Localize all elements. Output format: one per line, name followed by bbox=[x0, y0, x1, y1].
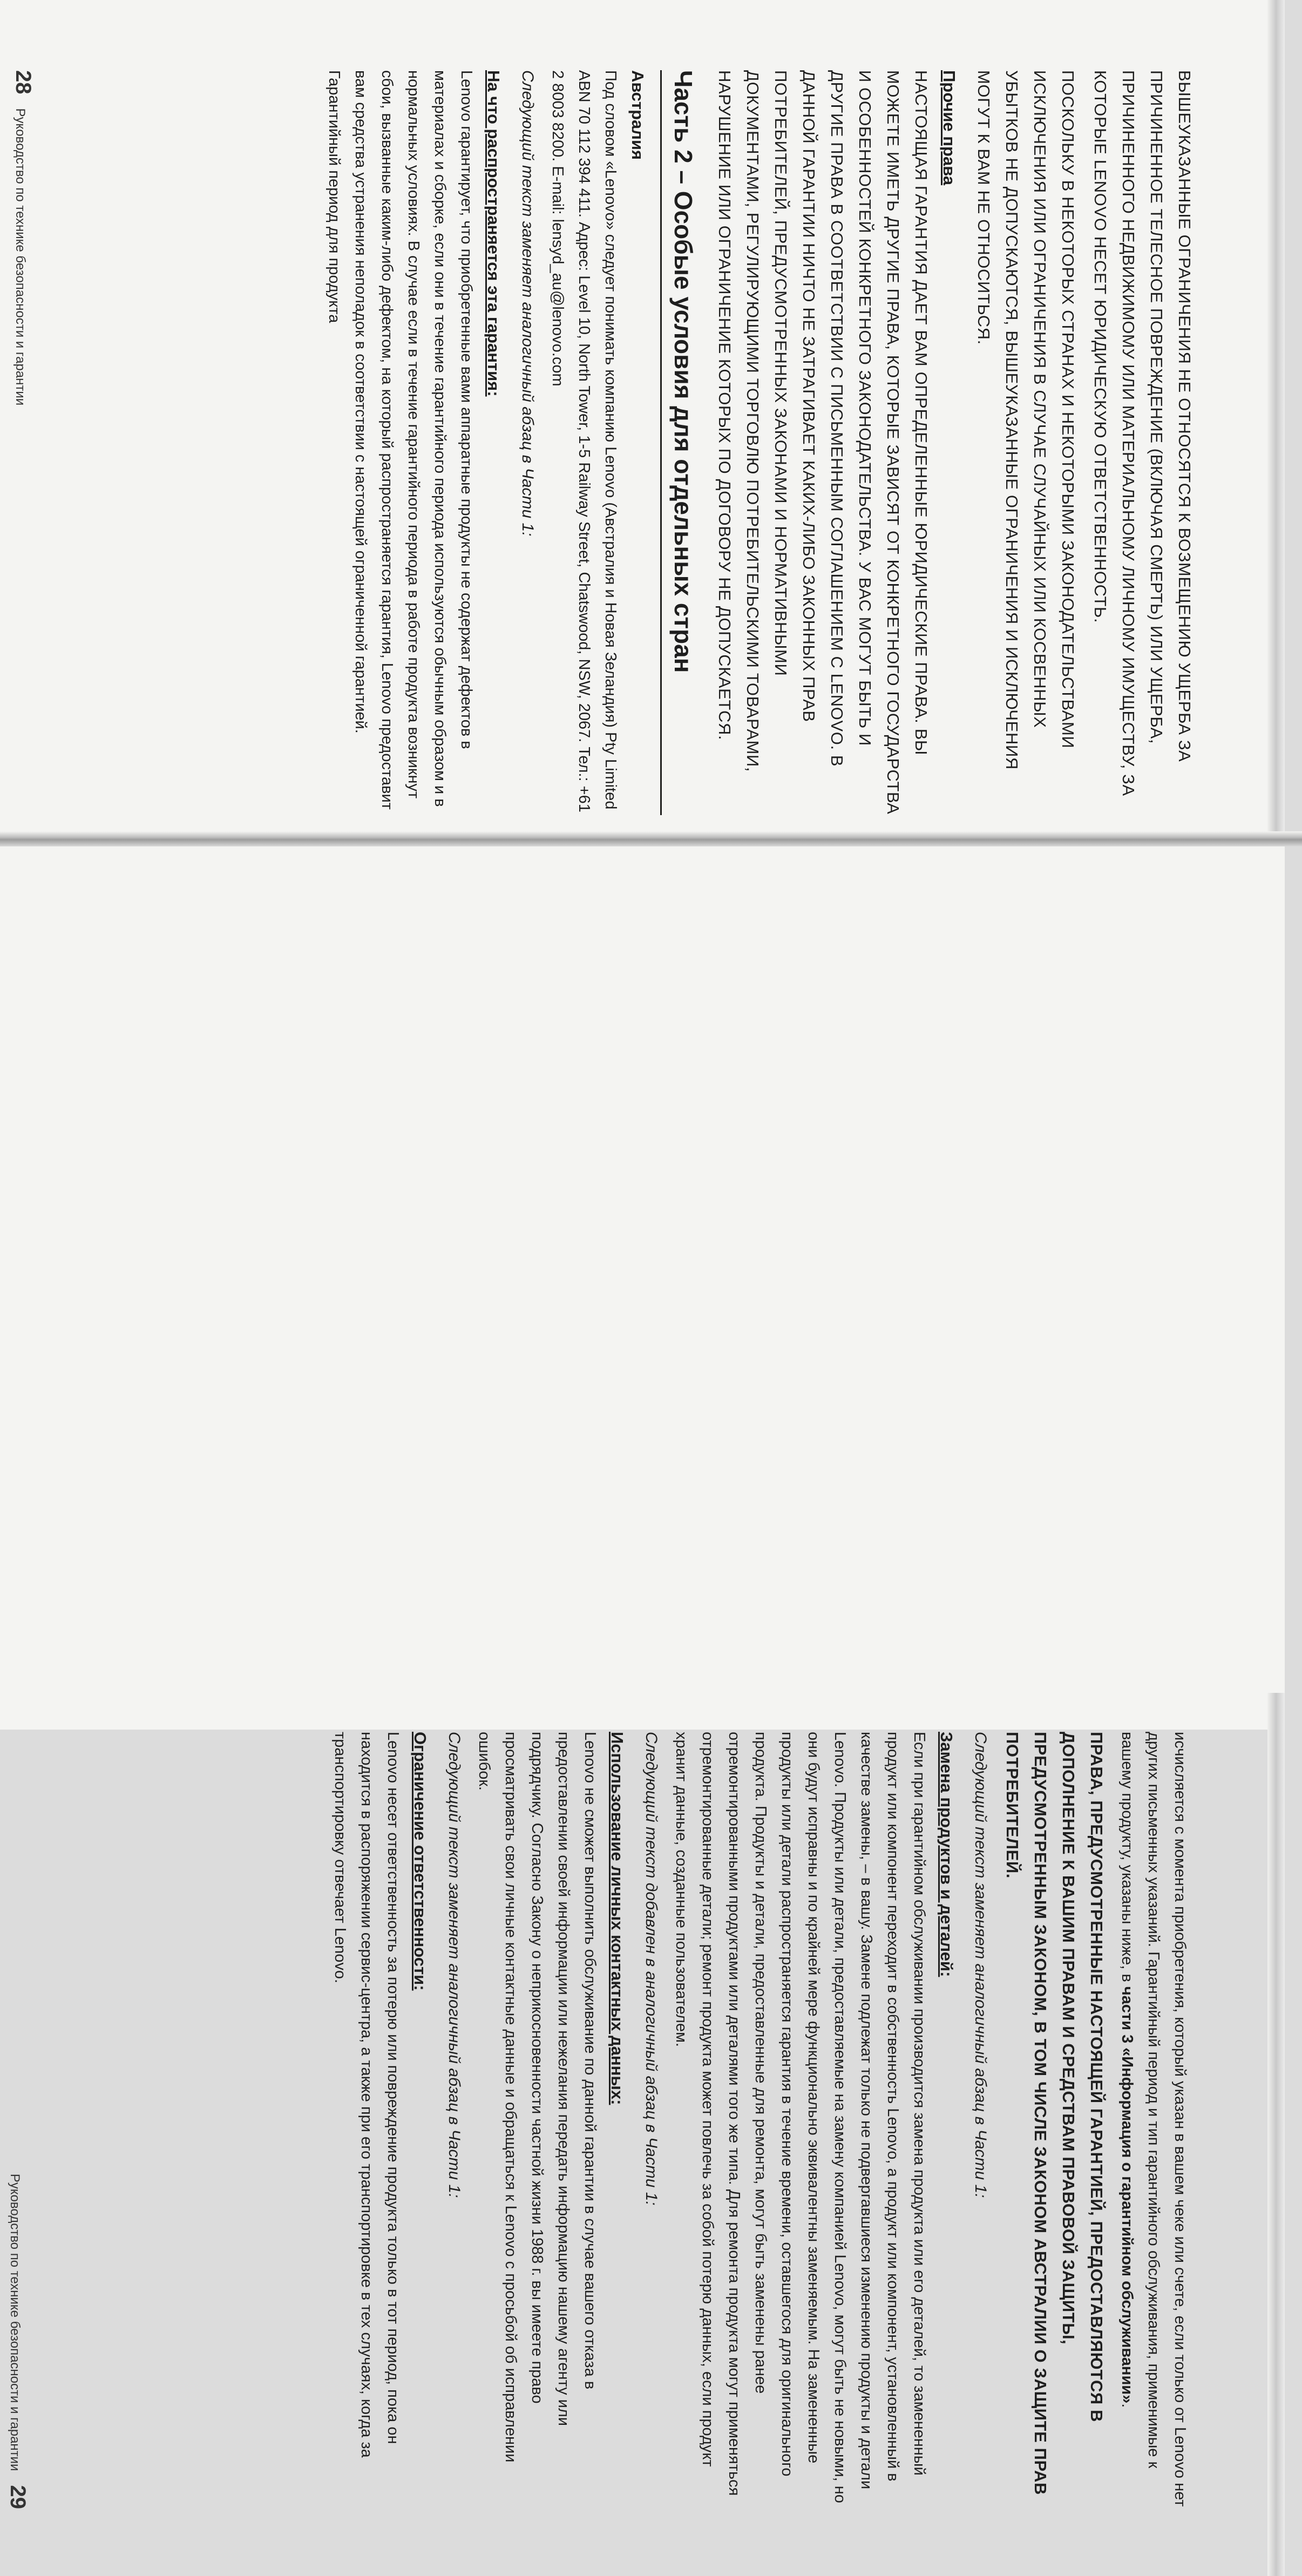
italic-note-1: Следующий текст заменяет аналогичный абзац в Части 1: bbox=[519, 70, 537, 537]
warranty-period-text bbox=[1114, 1732, 1193, 2509]
footer-title-left: Руководство по технике безопасности и гарантии bbox=[13, 108, 28, 406]
replacement-heading: Замена продуктов и деталей: bbox=[937, 1732, 956, 1977]
liability-text: Lenovo несет ответственность за потерю или повреждение продукта только в тот период, пока он находится в распоряжении сервис-центра, а также при его транспортировке в тех случаях, когда за транспортировку отвечает Lenovo. bbox=[331, 1732, 402, 2458]
left-page-content bbox=[11, 70, 1198, 815]
page-edge bbox=[1267, 0, 1285, 831]
left-page-footer bbox=[11, 70, 35, 815]
coverage-text: Lenovo гарантирует, что приобретенные вами аппаратные продукты не содержат дефектов в материалах и сборке, если они в течение гарантийного периода используются обычным образом и в нормальных условиях. В случае если в течение гарантийного периода в работе продукта возникнут сбои, вызванные каким-либо дефектом, на который распространяется гарантия, Lenovo предоставит вам средства устранения неполадок в соответствии с настоящей ограниченной гарантией. Гарантийный период для продукта bbox=[326, 70, 475, 810]
warranty-period-start: исчисляется с момента приобретения, который указан в вашем чеке или счете, если только от Lenovo нет других письменных указаний. Гарантийный период и тип гарантийного обслуживания, применимые к вашему продукту, указаны ниже, в bbox=[1118, 1732, 1189, 2507]
personal-data-heading: Использование личных контактных данных: bbox=[608, 1732, 627, 2105]
right-page-content bbox=[5, 1732, 1193, 2509]
other-rights-caps: НАСТОЯЩАЯ ГАРАНТИЯ ДАЕТ ВАМ ОПРЕДЕЛЕННЫЕ ЮРИДИЧЕСКИЕ ПРАВА. ВЫ МОЖЕТЕ ИМЕТЬ ДРУГИЕ ПРАВА, КОТОРЫЕ ЗАВИСЯТ ОТ КОНКРЕТНОГО ГОСУДАРСТВА И ОСОБЕННОСТЕЙ КОНКРЕТНОГО ЗАКОНОДАТЕЛЬСТВА. У ВАС МОГУТ БЫТЬ И ДРУГИЕ ПРАВА В СООТВЕТСТВИИ С ПИСЬМЕННЫМ СОГЛАШЕНИЕМ С LENOVO. В ДАННОЙ ГАРАНТИИ НИЧТО НЕ ЗАТРАГИВАЕТ КАКИХ-ЛИБО ЗАКОННЫХ ПРАВ ПОТРЕБИТЕЛЕЙ, ПРЕДУСМОТРЕННЫХ ЗАКОНАМИ И НОРМАТИВНЫМИ ДОКУМЕНТАМИ, РЕГУЛИРУЮЩИМИ ТОРГОВЛЮ ПОТРЕБИТЕЛЬСКИМИ ТОВАРАМИ, НАРУШЕНИЕ ИЛИ ОГРАНИЧЕНИЕ КОТОРЫХ ПО ДОГОВОРУ НЕ ДОПУСКАЕТСЯ. bbox=[715, 70, 931, 815]
replacement-text: Если при гарантийном обслуживании производится замена продукта или его деталей, то замененный продукт или компонент переходит в собственность Lenovo, а продукт или компонент, установленный в качестве замены, – в вашу. Замене подлежат только не подвергавшиеся изменению продукты и детали Lenovo. Продукты или детали, предоставляемые на замену компанией Lenovo, могут быть не новыми, но они будут исправны и по крайней мере функционально эквивалентны заменяемым. На замененные продукты или детали распространяется гарантия в течение времени, оставшегося для оригинального продукта. Продукты и детали, предоставленные для ремонта, могут быть заменены ранее отремонтированными продуктами или деталями того же типа. Для ремонта продукта могут применяться отремонтированные детали; ремонт продукта может повлечь за собой потерю данных, если продукт хранит данные, созданные пользователем. bbox=[673, 1732, 928, 2503]
australia-text: Под словом «Lenovo» следует понимать компанию Lenovo (Австралия и Новая Зеландия) Pty Limited ABN 70 112 394 411. Адрес: Level 10, North Tower, 1-5 Railway Street, Chatswood, NSW, 2067. Тел.: +61 2 8003 8200. E-mail: lensyd_au@lenovo.com bbox=[549, 70, 619, 812]
footer-title-right: Руководство по технике безопасности и гарантии bbox=[8, 2173, 22, 2471]
disclaimer-caps-2: ПОСКОЛЬКУ В НЕКОТОРЫХ СТРАНАХ И НЕКОТОРЫМИ ЗАКОНОДАТЕЛЬСТВАМИ ИСКЛЮЧЕНИЯ ИЛИ ОГРАНИЧЕНИЯ В СЛУЧАЕ СЛУЧАЙНЫХ ИЛИ КОСВЕННЫХ УБЫТКОВ НЕ ДОПУСКАЮТСЯ, ВЫШЕУКАЗАННЫЕ ОГРАНИЧЕНИЯ И ИСКЛЮЧЕНИЯ МОГУТ К ВАМ НЕ ОТНОСИТЬСЯ. bbox=[974, 70, 1077, 770]
disclaimer-caps-1: ВЫШЕУКАЗАННЫЕ ОГРАНИЧЕНИЯ НЕ ОТНОСЯТСЯ К ВОЗМЕЩЕНИЮ УЩЕРБА ЗА ПРИЧИНЕННОЕ ТЕЛЕСНОЕ ПОВРЕЖДЕНИЕ (ВКЛЮЧАЯ СМЕРТЬ) ИЛИ УЩЕРБА, ПРИЧИНЕННОГО НЕДВИЖИМОМУ ИЛИ МАТЕРИАЛЬНОМУ ЛИЧНОМУ ИМУЩЕСТВУ, ЗА КОТОРЫЕ LENOVO НЕСЕТ ЮРИДИЧЕСКУЮ ОТВЕТСТВЕННОСТЬ. bbox=[1091, 70, 1194, 796]
part2-heading: Часть 2 – Особые условия для отдельных стран bbox=[660, 70, 700, 815]
left-page-scan bbox=[0, 0, 1285, 831]
page-number-28: 28 bbox=[11, 70, 35, 94]
warranty-part3-ref: части 3 «Информация о гарантийном обслуживании» bbox=[1118, 1986, 1136, 2404]
page-edge bbox=[1267, 1693, 1285, 2576]
coverage-heading: На что распространяется эта гарантия: bbox=[484, 70, 503, 397]
australia-heading: Австралия bbox=[628, 70, 647, 160]
liability-heading: Ограничение ответственности: bbox=[411, 1732, 430, 1991]
personal-data-text: Lenovo не сможет выполнить обслуживание по данной гарантии в случае вашего отказа в предоставлении своей информации или нежелания передать информацию нашему агенту или подрядчику. Согласно Закону о неприкосновенности частной жизни 1988 г. вы имеете право просматривать свои личные контактные данные и обращаться к Lenovo с просьбой об исправлении ошибок. bbox=[476, 1732, 599, 2463]
italic-note-3: Следующий текст добавлен в аналогичный абзац в Части 1: bbox=[642, 1732, 660, 2206]
consumer-law-caps: ПРАВА, ПРЕДУСМОТРЕННЫЕ НАСТОЯЩЕЙ ГАРАНТИЕЙ, ПРЕДОСТАВЛЯЮТСЯ В ДОПОЛНЕНИЕ К ВАШИМ ПРАВАМ И СРЕДСТВАМ ПРАВОВОЙ ЗАЩИТЫ, ПРЕДУСМОТРЕННЫМ ЗАКОНОМ, В ТОМ ЧИСЛЕ ЗАКОНОМ АВСТРАЛИИ О ЗАЩИТЕ ПРАВ ПОТРЕБИТЕЛЕЙ. bbox=[1003, 1732, 1106, 2495]
italic-note-4: Следующий текст заменяет аналогичный абзац в Части 1: bbox=[445, 1732, 463, 2198]
right-page-scan bbox=[0, 846, 1285, 2509]
other-rights-heading: Прочие права bbox=[940, 70, 959, 186]
right-page-footer bbox=[5, 1732, 30, 2509]
warranty-period-end: . bbox=[1118, 2403, 1136, 2408]
italic-note-2: Следующий текст заменяет аналогичный абзац в Части 1: bbox=[972, 1732, 989, 2198]
book-spine bbox=[0, 831, 1302, 846]
page-number-29: 29 bbox=[6, 2485, 30, 2509]
